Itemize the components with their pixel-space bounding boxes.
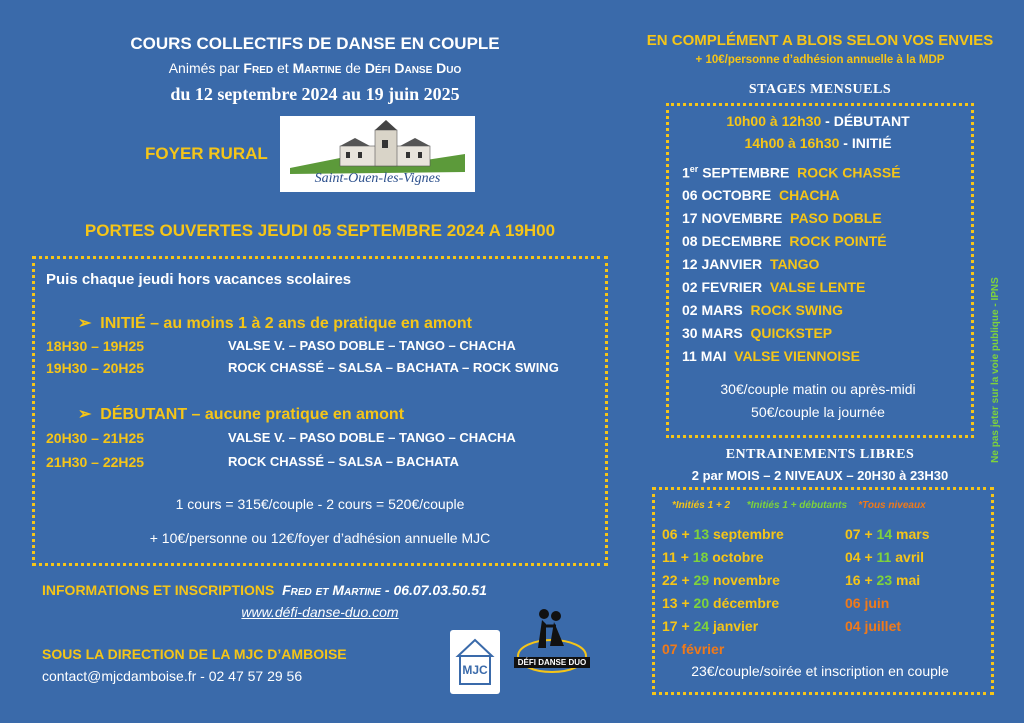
stage-date-rest: SEPTEMBRE (698, 164, 790, 181)
legend-mixed: *Initiés 1 + débutants (746, 500, 848, 511)
stage-date: 02 FEVRIER (682, 279, 763, 295)
training-title: ENTRAINEMENTS LIBRES (725, 447, 915, 462)
stage-time-beginner-level: - DÉBUTANT (821, 113, 910, 129)
training-date-a: 04 (845, 549, 861, 565)
stage-dance: VALSE LENTE (769, 279, 866, 295)
training-date-a: 11 (662, 549, 677, 565)
info-contact: Fred et Martine - 06.07.03.50.51 (282, 582, 487, 598)
subtitle-et: et (273, 60, 293, 76)
training-juin: 06 juin (845, 595, 890, 611)
training-date-plus: + (676, 549, 693, 565)
saint-ouen-logo (280, 116, 475, 192)
training-date-plus: + (677, 618, 694, 634)
training-date-row (662, 618, 758, 634)
training-juillet: 04 juillet (845, 618, 902, 634)
training-date-a: 22 (662, 572, 678, 588)
logo-caption: Saint-Ouen-les-Vignes (314, 171, 441, 186)
stage-row (682, 187, 840, 203)
stage-date-sup: er (689, 164, 699, 174)
training-date-month: décembre (709, 595, 780, 611)
training-date-b: 20 (693, 595, 710, 611)
training-date-b: 14 (876, 526, 893, 542)
training-date-a: 06 (662, 526, 678, 542)
venue-label: FOYER RURAL (145, 144, 268, 163)
stage-dance: PASO DOBLE (790, 210, 882, 226)
stage-row (682, 256, 819, 272)
initie-row-dances: ROCK CHASSÉ – SALSA – BACHATA – ROCK SWING (228, 360, 559, 375)
stage-row (682, 302, 843, 318)
training-date-month: avril (891, 549, 925, 565)
subtitle-org: Défi Danse Duo (364, 60, 462, 76)
legend-initie: *Initiés 1 + 2 (672, 500, 731, 511)
stage-date: 30 MARS (682, 325, 743, 341)
subtitle-martine: Martine (292, 60, 342, 76)
house-icon (450, 630, 500, 694)
training-date-plus: + (860, 572, 877, 588)
legend-all: *Tous niveaux (858, 500, 926, 511)
stage-date: 11 MAI (682, 348, 727, 364)
initie-row-dances: VALSE V. – PASO DOBLE – TANGO – CHACHA (228, 338, 516, 353)
info-label: INFORMATIONS ET INSCRIPTIONS (42, 582, 275, 598)
stage-time-beginner (668, 113, 968, 129)
training-date-b: 24 (693, 618, 710, 634)
vertical-note-text: Ne pas jeter sur la voie publique - IPNS (990, 277, 1001, 463)
vertical-note (990, 277, 1008, 463)
ddd-logo-text: DÉFI DANSE DUO (514, 657, 590, 668)
training-date-a: 17 (662, 618, 678, 634)
training-date-b: 29 (693, 572, 710, 588)
training-legend (672, 500, 926, 511)
stage-dance: ROCK POINTÉ (789, 233, 887, 249)
date-range: du 12 septembre 2024 au 19 juin 2025 (170, 84, 460, 104)
stage-price-full-day: 50€/couple la journée (751, 404, 885, 420)
training-date-plus: + (677, 526, 694, 542)
training-price: 23€/couple/soirée et inscription en couple (691, 663, 949, 679)
debutant-row-time: 21H30 – 22H25 (46, 454, 145, 470)
training-date-month: octobre (708, 549, 764, 565)
training-date-row (662, 572, 780, 588)
stage-row (682, 325, 832, 341)
training-date-row (845, 526, 929, 542)
dancing-couple-icon (512, 604, 592, 684)
debutant-row-time: 20H30 – 21H25 (46, 430, 145, 446)
subtitle-prefix: Animés par (168, 60, 244, 76)
training-date-a: 16 (845, 572, 861, 588)
training-date-b: 18 (692, 549, 709, 565)
arrow-icon: ➢ (78, 406, 101, 423)
stage-dance: ROCK CHASSÉ (797, 164, 901, 181)
stage-dance: ROCK SWING (750, 302, 844, 318)
training-date-month: mai (892, 572, 921, 588)
debutant-heading (78, 404, 404, 424)
initie-heading (78, 313, 472, 333)
stage-date: 02 MARS (682, 302, 743, 318)
stage-date: 08 DECEMBRE (682, 233, 782, 249)
initie-row-time: 19H30 – 20H25 (46, 360, 145, 376)
stage-date: 06 OCTOBRE (682, 187, 772, 203)
stage-price-half-day: 30€/couple matin ou après-midi (720, 381, 916, 397)
training-date-plus: + (677, 595, 694, 611)
direction-label: SOUS LA DIRECTION DE LA MJC D’AMBOISE (42, 646, 347, 662)
mjc-logo (450, 630, 500, 694)
training-date-month: novembre (709, 572, 780, 588)
arrow-icon: ➢ (78, 315, 101, 332)
stage-time-initie-hours: 14h00 à 16h30 (744, 135, 840, 151)
training-date-plus: + (677, 572, 694, 588)
contact-line[interactable]: contact@mjcdamboise.fr - 02 47 57 29 56 (42, 668, 303, 684)
initie-heading-text: INITIÉ – au moins 1 à 2 ans de pratique en amont (100, 315, 472, 332)
stages-title: STAGES MENSUELS (748, 82, 892, 97)
training-date-plus: + (860, 549, 877, 565)
stage-date: 12 JANVIER (682, 256, 763, 272)
stage-time-beginner-hours: 10h00 à 12h30 (726, 113, 822, 129)
stage-time-initie (668, 135, 968, 151)
complement-sub: + 10€/personne d’adhésion annuelle à la MDP (695, 54, 945, 66)
training-date-a: 07 (845, 526, 861, 542)
subtitle-de: de (341, 60, 365, 76)
training-date-b: 13 (693, 526, 710, 542)
stage-dance: TANGO (769, 256, 820, 272)
training-fevrier: 07 février (662, 641, 725, 657)
training-date-row (662, 595, 779, 611)
training-date-plus: + (860, 526, 877, 542)
subtitle (40, 60, 590, 76)
debutant-heading-text: DÉBUTANT – aucune pratique en amont (100, 406, 405, 423)
training-date-b: 11 (876, 549, 892, 565)
stage-row (682, 164, 901, 181)
open-day: PORTES OUVERTES JEUDI 05 SEPTEMBRE 2024 A 19H00 (84, 221, 556, 240)
stage-dance: CHACHA (779, 187, 840, 203)
training-date-row (662, 526, 784, 542)
training-date-row (845, 572, 920, 588)
training-date-b: 23 (876, 572, 893, 588)
info-line (42, 582, 487, 598)
training-date-row (662, 549, 764, 565)
stage-dance: QUICKSTEP (750, 325, 833, 341)
debutant-row-dances: VALSE V. – PASO DOBLE – TANGO – CHACHA (228, 430, 516, 445)
stage-date: 1 (682, 164, 690, 181)
stage-row (682, 279, 865, 295)
training-date-month: janvier (709, 618, 759, 634)
stage-date: 17 NOVEMBRE (682, 210, 783, 226)
defi-danse-duo-logo (512, 604, 592, 684)
website-link[interactable]: www.défi-danse-duo.com (241, 604, 399, 620)
weekly-note: Puis chaque jeudi hors vacances scolaires (46, 271, 352, 288)
stage-row (682, 210, 882, 226)
stage-row (682, 233, 887, 249)
stage-dance: VALSE VIENNOISE (734, 348, 860, 364)
stage-row (682, 348, 860, 364)
initie-row-time: 18H30 – 19H25 (46, 338, 145, 354)
membership-price: + 10€/personne ou 12€/foyer d’adhésion annuelle MJC (149, 530, 491, 546)
training-date-row (845, 549, 924, 565)
training-sub: 2 par MOIS – 2 NIVEAUX – 20H30 à 23H30 (691, 468, 949, 483)
debutant-row-dances: ROCK CHASSÉ – SALSA – BACHATA (228, 454, 459, 469)
mjc-logo-text: MJC (462, 663, 488, 677)
training-date-a: 13 (662, 595, 678, 611)
subtitle-fred: Fred (243, 60, 274, 76)
stage-time-initie-level: - INITIÉ (839, 135, 892, 151)
training-date-month: septembre (709, 526, 784, 542)
main-title: COURS COLLECTIFS DE DANSE EN COUPLE (130, 34, 500, 53)
training-date-month: mars (892, 526, 930, 542)
complement-title: EN COMPLÉMENT A BLOIS SELON VOS ENVIES (646, 32, 994, 49)
course-prices: 1 cours = 315€/couple - 2 cours = 520€/couple (175, 496, 465, 512)
